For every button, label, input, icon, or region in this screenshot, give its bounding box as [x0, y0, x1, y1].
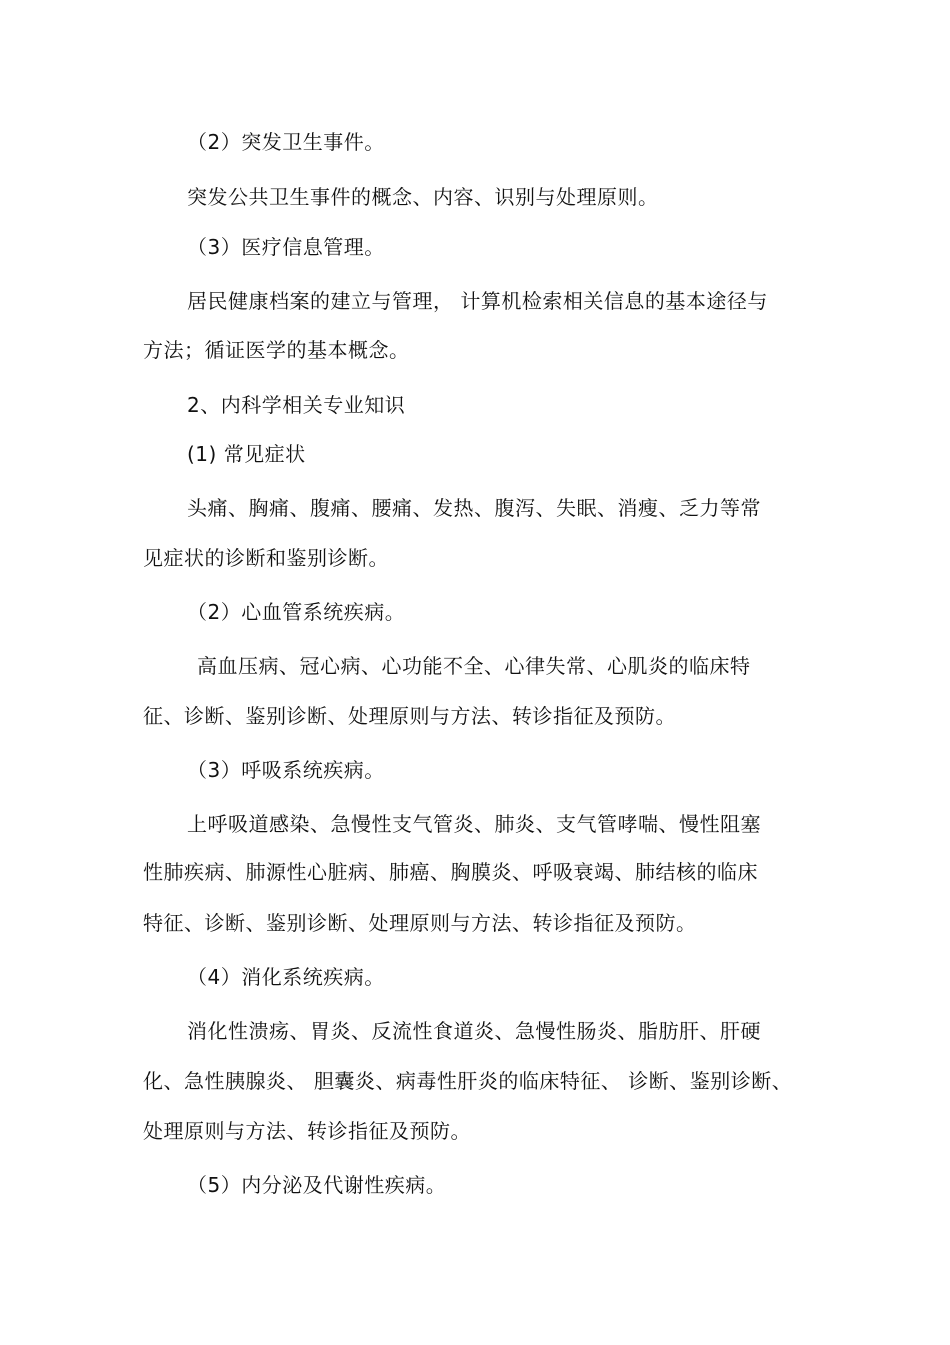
paragraph-line: 头痛、胸痛、腹痛、腰痛、发热、腹泻、失眠、消瘦、乏力等常 [187, 496, 761, 520]
subsection-heading: （2）心血管系统疾病。 [187, 600, 406, 624]
paragraph-line: 特征、诊断、鉴别诊断、处理原则与方法、转诊指征及预防。 [143, 911, 697, 935]
paragraph-line: 消化性溃疡、胃炎、反流性食道炎、急慢性肠炎、脂肪肝、肝硬 [187, 1019, 761, 1043]
paragraph-line: 突发公共卫生事件的概念、内容、识别与处理原则。 [187, 185, 659, 209]
subsection-heading: （3）医疗信息管理。 [187, 235, 385, 259]
subsection-heading: （5）内分泌及代谢性疾病。 [187, 1173, 447, 1197]
subsection-heading: （4）消化系统疾病。 [187, 965, 385, 989]
paragraph-line: 上呼吸道感染、急慢性支气管炎、肺炎、支气管哮喘、慢性阻塞 [187, 812, 761, 836]
subsection-heading: (1) 常见症状 [187, 442, 306, 466]
section-heading: 2、内科学相关专业知识 [187, 393, 406, 417]
paragraph-line: 高血压病、冠心病、心功能不全、心律失常、心肌炎的临床特 [197, 654, 751, 678]
paragraph-line: 见症状的诊断和鉴别诊断。 [143, 546, 389, 570]
paragraph-line: 性肺疾病、肺源性心脏病、肺癌、胸膜炎、呼吸衰竭、肺结核的临床 [143, 860, 758, 884]
subsection-heading: （2）突发卫生事件。 [187, 130, 385, 154]
paragraph-line: 征、诊断、鉴别诊断、处理原则与方法、转诊指征及预防。 [143, 704, 676, 728]
paragraph-line: 方法；循证医学的基本概念。 [143, 338, 410, 362]
paragraph-line: 处理原则与方法、转诊指征及预防。 [143, 1119, 471, 1143]
paragraph-line: 居民健康档案的建立与管理， 计算机检索相关信息的基本途径与 [187, 289, 768, 313]
paragraph-line: 化、急性胰腺炎、 胆囊炎、病毒性肝炎的临床特征、 诊断、鉴别诊断、 [143, 1069, 793, 1093]
subsection-heading: （3）呼吸系统疾病。 [187, 758, 385, 782]
